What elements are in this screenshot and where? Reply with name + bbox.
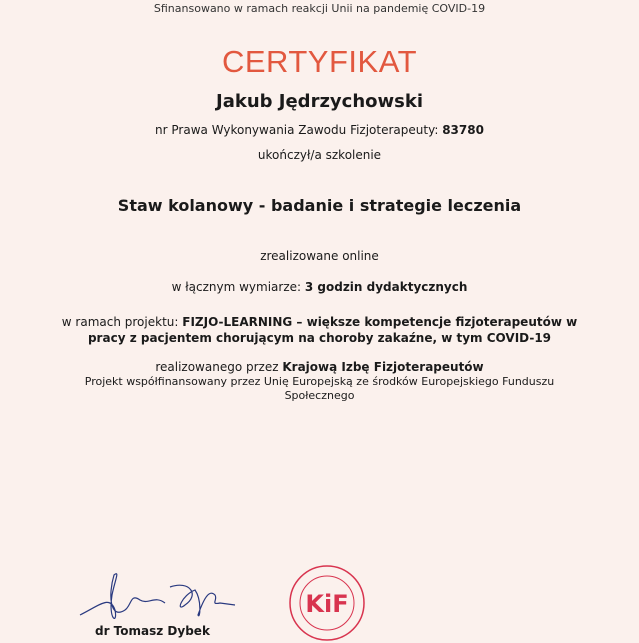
funding-line-2: Społecznego xyxy=(284,389,355,402)
license-label: nr Prawa Wykonywania Zawodu Fizjoterapeuty: xyxy=(155,123,439,137)
funding-text xyxy=(0,375,639,403)
recipient-name: Jakub Jędrzychowski xyxy=(216,91,423,112)
organizer-line xyxy=(0,360,639,374)
license-number: 83780 xyxy=(442,123,484,137)
hours-value: 3 godzin dydaktycznych xyxy=(304,280,468,294)
project-name-1: FIZJO-LEARNING – większe kompetencje fizjoterapeutów w xyxy=(182,315,578,329)
project-line xyxy=(0,314,639,346)
funding-header-note: Sfinansowano w ramach reakcji Unii na pandemię COVID-19 xyxy=(153,2,486,15)
svg-text:KiF: KiF xyxy=(305,590,349,618)
license-line xyxy=(0,123,639,137)
organizer-name: Krajową Izbę Fizjoterapeutów xyxy=(282,360,484,374)
signature-image xyxy=(70,565,240,627)
signatory-name: dr Tomasz Dybek xyxy=(95,624,210,638)
completed-text: ukończył/a szkolenie xyxy=(257,148,382,162)
mode-text: zrealizowane online xyxy=(260,249,379,263)
funding-line-1: Projekt współfinansowany przez Unię Europejską ze środków Europejskiego Funduszu xyxy=(84,375,555,388)
course-title: Staw kolanowy - badanie i strategie leczenia xyxy=(117,196,522,215)
hours-label: w łącznym wymiarze: xyxy=(171,280,302,294)
kif-seal-logo xyxy=(287,563,367,643)
hours-line xyxy=(0,280,639,294)
organizer-label: realizowanego przez xyxy=(155,360,279,374)
certificate-title: CERTYFIKAT xyxy=(221,44,418,79)
project-label: w ramach projektu: xyxy=(61,315,179,329)
project-name-2: pracy z pacjentem chorującym na choroby zakaźne, w tym COVID-19 xyxy=(87,331,552,345)
